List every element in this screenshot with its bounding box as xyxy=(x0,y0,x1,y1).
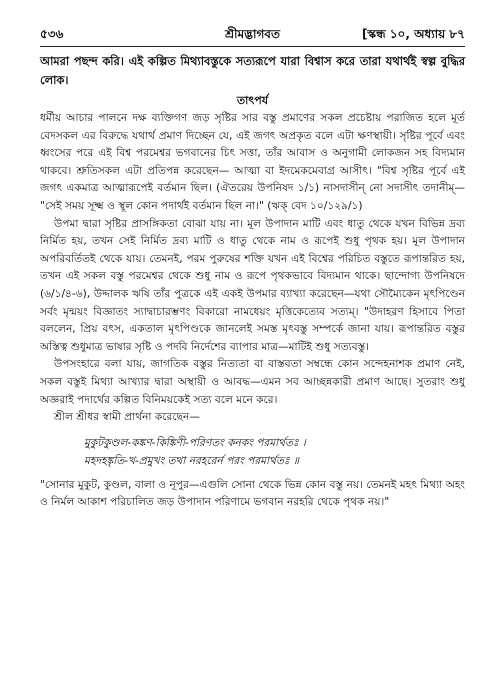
purport-paragraph-3: উপসংহারে বলা যায়, জাগতিক বস্তুর নিত্যতা বা বাস্তবতা সম্বন্ধে কোন সন্দেহনাশক প্রমাণ নেই, সকল বস্তুই মিথ্যা আখ্যার দ্বারা অস্থায়ী ও আবদ্ধ—এমন সব আচ্ছন্নকারী প্রমাণ আছে। সুতরাং শুধু অজ্ঞরাই পদার্থের কল্পিত বিনিময়কেই সত্য বলে মনে করে। xyxy=(40,358,465,406)
header-divider xyxy=(40,46,465,47)
verse-line-2: মহদহঙ্কৃতি-খ-প্রমুখং তথা নরহরের্ন পরং পরমার্থতঃ ॥ xyxy=(84,454,299,467)
purport-paragraph-1: ধর্মীয় আচার পালনে দক্ষ ব্যক্তিগণ জড় সৃষ্টির সার বস্তু প্রমাণের সকল প্রচেষ্টায় পরাজিত হলে মূর্ত বেদসকল এর বিরুদ্ধে যথার্থ প্রমাণ দিচ্ছেন যে, এই জগৎ অপ্রকৃত বলে এটা ক্ষণস্থায়ী। সৃষ্টির পূর্বে এবং ধ্বংসের পরে এই বিশ্ব পরমেশ্বর ভগবানের চিৎ সত্তা, তাঁর আবাস ও অনুগামী লোকজন সহ বিদ্যমান থাকবে। শ্রুতিসকল এটা প্রতিপন্ন করেছেন— আত্মা বা ইদমেকমেবাগ্র আসীৎ। "বিশ্ব সৃষ্টির পূর্বে এই জগৎ একমাত্র আত্মারূপেই বর্তমান ছিল। (ঐতরেয় উপনিষদ ১/১) নাসদাসীন্ নো সদাসীৎ তদানীম্— "সেই সময় সূক্ষ্ম ও স্থূল কোন পদার্থই বর্তমান ছিল না।" (ঋক্ বেদ ১০/১২৯/১) xyxy=(40,112,465,212)
page-header xyxy=(40,26,465,44)
book-title: শ্রীমদ্ভাগবত xyxy=(224,27,280,41)
verse-line-1: মুকুটকুণ্ডল-কঙ্কণ-কিঙ্কিণী-পরিণতং কনকং পরমার্থতঃ । xyxy=(84,436,306,449)
purport-paragraph-2: উপমা দ্বারা সৃষ্টির প্রাসঙ্গিকতা বোঝা যায় না। মূল উপাদান মাটি এবং ধাতু থেকে যখন বিভিন্ন দ্রব্য নির্মিত হয়, তখন সেই নির্মিত দ্রব্য মাটি ও ধাতু থেকে নাম ও রূপেই শুধু পৃথক হয়। মূল উপাদান অপরিবর্তিতই থেকে যায়। তেমনই, পরম পুরুষের শক্তি যখন এই বিশ্বের পরিচিত বস্তুতে রূপান্তরিত হয়, তখন এই সকল বস্তু পরমেশ্বর থেকে শুধু নাম ও রূপে পৃথকভাবে বিদ্যমান থাকে। ছান্দোগ্য উপনিষদে (৬/১/৪-৬), উদ্দালক ঋষি তাঁর পুত্রকে এই একই উপমার ব্যাখ্যা করেছেন—যথা সৌম্যৈকেন মৃৎপিণ্ডেন সর্বং মৃন্ময়ং বিজ্ঞাতং স্যাদ্বাচারম্ভণং বিকারো নামধেয়ং মৃত্তিকেত্যেব সত্যম্। "উদাহরণ হিসাবে পিতা বললেন, প্রিয় বৎস, একতাল মৃৎপিণ্ডকে জানলেই সমস্ত মৃৎবস্তু সম্পর্কে জানা যায়। রূপান্তরিত বস্তুর অস্তিত্ব শুধুমাত্র ভাষার সৃষ্টি ও পদবি নির্দেশের ব্যাপার মাত্র—মাটিই শুধু সত্যবস্তু। xyxy=(40,217,465,353)
verse-translation: "সোনার মুকুট, কুণ্ডল, বালা ও নূপুর—এগুলি সোনা থেকে ভিন্ন কোন বস্তু নয়। তেমনই মহৎ মিথ্যা অহং ও নির্মল আকাশ পরিচালিত জড় উপাদান পরিণামে ভগবান নরহরি থেকে পৃথক নয়।" xyxy=(40,478,465,509)
page-body xyxy=(40,52,465,512)
page-number: ৫৩৬ xyxy=(40,27,64,41)
section-label: [স্কন্ধ ১০, অধ্যায় ৮৭ xyxy=(361,27,465,41)
purport-heading: তাৎপর্য xyxy=(236,94,269,107)
translation-ending: আমরা পছন্দ করি। এই কল্পিত মিথ্যাবস্তুকে সত্যরূপে যারা বিশ্বাস করে তারা যথার্থই স্বল্প বুদ্ধির লোক। xyxy=(40,54,465,87)
prayer-intro: শ্রীল শ্রীধর স্বামী প্রার্থনা করেছেন— xyxy=(54,411,200,424)
